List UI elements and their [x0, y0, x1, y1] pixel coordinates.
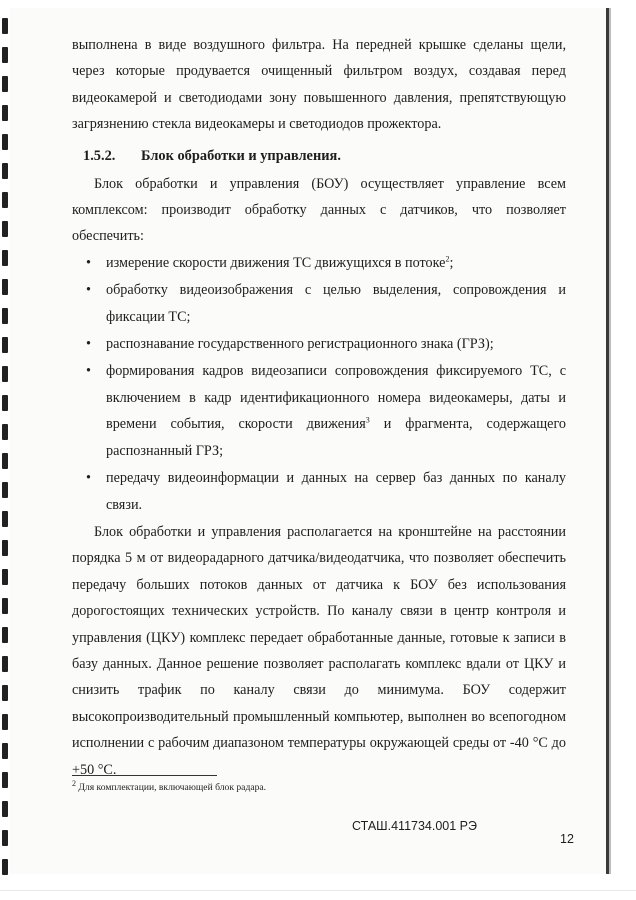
- binder-hole: [2, 830, 8, 846]
- binder-hole: [2, 105, 8, 121]
- binder-hole: [2, 656, 8, 672]
- bullet-list: [72, 250, 566, 518]
- paragraph-1: Блок обработки и управления (БОУ) осуществляет управление всем комплексом: производит обработку данных с датчиков, что позволяет обеспечить:: [72, 175, 566, 245]
- footnote-ref: 2: [445, 254, 450, 264]
- binder-hole: [2, 18, 8, 34]
- binder-hole: [2, 482, 8, 498]
- bullet-icon: •: [86, 336, 91, 353]
- list-item: • распознавание государственного регистрационного знака (ГРЗ);: [72, 331, 566, 357]
- binder-hole: [2, 685, 8, 701]
- binder-hole: [2, 859, 8, 875]
- page-content: [72, 32, 566, 783]
- bullet-icon: •: [86, 363, 91, 380]
- binder-hole: [2, 714, 8, 730]
- list-item: • передачу видеоинформации и данных на сервер баз данных по каналу связи.: [72, 465, 566, 518]
- footnote-mark: 2: [72, 778, 76, 788]
- binder-hole: [2, 192, 8, 208]
- list-item: • формирования кадров видеозаписи сопровождения фиксируемого ТС, с включением в кадр идентификационного номера видеокамеры, даты и времени события, скорости движения$^3$ и фрагмента, содержащего распознанный ГРЗ;: [72, 358, 566, 464]
- bullet-icon: •: [86, 282, 91, 299]
- document-code: СТАШ.411734.001 РЭ: [352, 819, 478, 833]
- footnote-text: Для комплектации, включающей блок радара.: [78, 782, 267, 793]
- binder-hole: [2, 221, 8, 237]
- bullet-icon: •: [86, 470, 91, 487]
- section-title: Блок обработки и управления.: [141, 147, 341, 164]
- binder-hole: [2, 801, 8, 817]
- section-number: 1.5.2.: [83, 147, 116, 164]
- footnote-ref: 3: [365, 415, 370, 425]
- binder-hole: [2, 337, 8, 353]
- binder-hole: [2, 279, 8, 295]
- binder-hole: [2, 424, 8, 440]
- binder-hole: [2, 76, 8, 92]
- list-item: • обработку видеоизображения с целью выделения, сопровождения и фиксации ТС;: [72, 277, 566, 330]
- intro-paragraph: выполнена в виде воздушного фильтра. На передней крышке сделаны щели, через которые продувается очищенный фильтром воздух, создавая перед видеокамерой и светодиодами зону повышенного давления, препятствующую загрязнению стекла видеокамеры и светодиодов прожектора.: [72, 37, 566, 133]
- binder-hole: [2, 250, 8, 266]
- binder-hole: [2, 134, 8, 150]
- binder-hole: [2, 540, 8, 556]
- binder-hole: [2, 569, 8, 585]
- section-heading: [72, 143, 566, 169]
- binder-hole: [2, 743, 8, 759]
- binder-hole: [2, 772, 8, 788]
- binder-hole: [2, 308, 8, 324]
- footnote: [72, 778, 566, 794]
- bullet-icon: •: [86, 254, 91, 271]
- scan-edge: [0, 890, 636, 891]
- binder-hole: [2, 598, 8, 614]
- binder-hole: [2, 453, 8, 469]
- binder-hole: [2, 47, 8, 63]
- binder-hole: [2, 163, 8, 179]
- binder-hole: [2, 395, 8, 411]
- binder-hole: [2, 627, 8, 643]
- list-item: • измерение скорости движения ТС движущихся в потоке$^2$;: [72, 250, 566, 276]
- footnote-divider: [72, 775, 217, 776]
- binder-hole: [2, 511, 8, 527]
- paragraph-2: Блок обработки и управления располагается на кронштейне на расстоянии порядка 5 м от видеорадарного датчика/видеодатчика, что позволяет обеспечить передачу больших потоков данных от датчика к БОУ без использования дорогостоящих технических устройств. По каналу связи в центр контроля и управления (ЦКУ) комплекс передает обработанные данные, готовые к записи в базу данных. Данное решение позволяет располагать комплекс вдали от ЦКУ и снизить трафик по каналу связи до минимума. БОУ содержит высокопроизводительный промышленный компьютер, выполнен во всепогодном исполнении с рабочим диапазоном температуры окружающей среды от -40 °С до +50 °С.: [72, 523, 566, 778]
- binder-hole: [2, 366, 8, 382]
- page-number: 12: [560, 832, 574, 846]
